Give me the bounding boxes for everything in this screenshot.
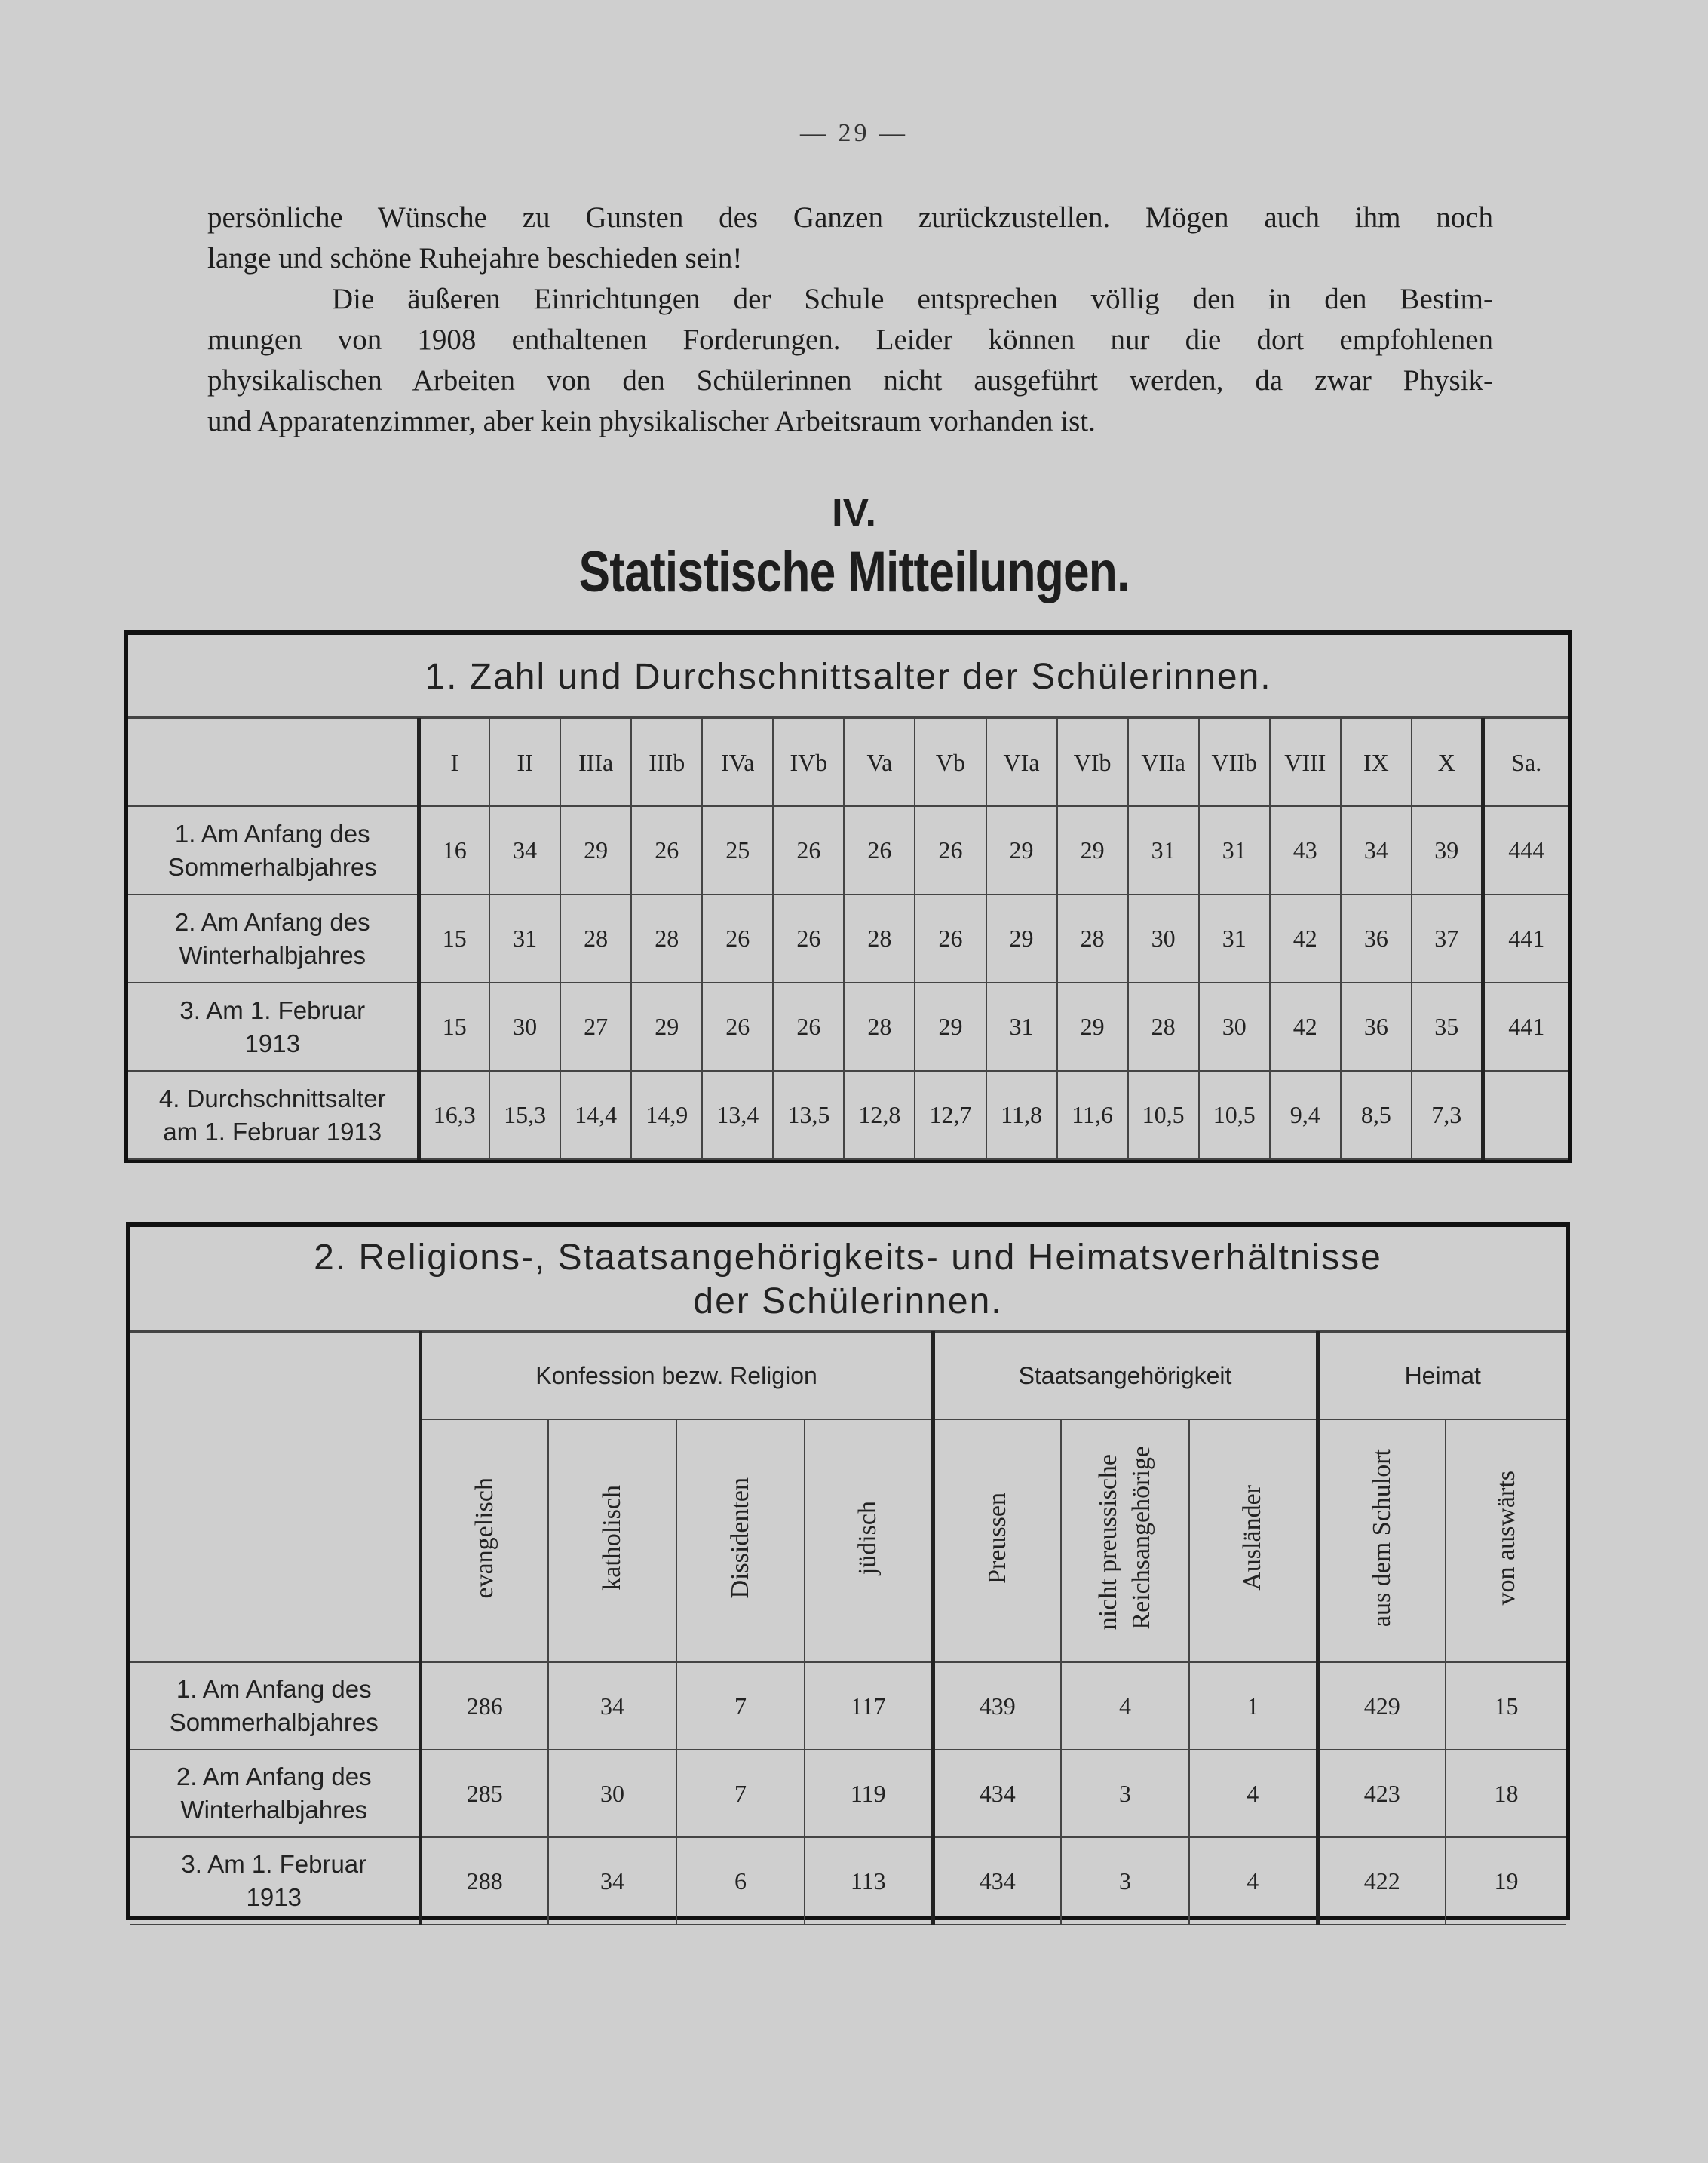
subcolumn-header: nicht preussische Reichsangehörige — [1061, 1419, 1189, 1662]
table-cell: 34 — [1341, 806, 1412, 894]
subcolumn-header: von auswärts — [1446, 1419, 1566, 1662]
table-cell: 423 — [1317, 1750, 1446, 1837]
table-cell: 119 — [805, 1750, 933, 1837]
row-label — [128, 983, 419, 1071]
table-cell: 26 — [702, 983, 773, 1071]
table-cell: 4 — [1189, 1750, 1317, 1837]
column-header: II — [489, 719, 560, 806]
table-cell: 7,3 — [1412, 1071, 1483, 1159]
table-cell: 42 — [1270, 983, 1341, 1071]
table-cell: 31 — [1128, 806, 1199, 894]
table-row — [128, 983, 1568, 1071]
row-label-line: 3. Am 1. Februar — [179, 996, 366, 1024]
table-cell: 28 — [1128, 983, 1199, 1071]
subcolumn-header: Ausländer — [1189, 1419, 1317, 1662]
row-label-line: 1. Am Anfang des — [176, 1675, 372, 1703]
column-header: X — [1412, 719, 1483, 806]
table-cell: 28 — [631, 894, 702, 983]
table-cell: 12,7 — [915, 1071, 986, 1159]
subcolumn-header: evangelisch — [420, 1419, 548, 1662]
subcolumn-header: Preussen — [933, 1419, 1061, 1662]
table-cell: 18 — [1446, 1750, 1566, 1837]
column-header: IVb — [773, 719, 844, 806]
paragraph-1 — [207, 198, 1493, 279]
row-label-line: Sommerhalbjahres — [167, 852, 377, 881]
row-label-line: 2. Am Anfang des — [174, 907, 370, 936]
table-cell: 28 — [560, 894, 631, 983]
table-cell: 1 — [1189, 1662, 1317, 1750]
table-2-caption — [130, 1227, 1566, 1331]
table-cell: 15,3 — [489, 1071, 560, 1159]
column-header: Va — [844, 719, 915, 806]
column-header: VIa — [986, 719, 1057, 806]
table-row — [130, 1662, 1566, 1750]
table-cell: 12,8 — [844, 1071, 915, 1159]
table-cell: 285 — [420, 1750, 548, 1837]
table-cell: 36 — [1341, 983, 1412, 1071]
table-cell: 30 — [1128, 894, 1199, 983]
column-header: Vb — [915, 719, 986, 806]
table-cell: 26 — [915, 806, 986, 894]
table-cell: 14,9 — [631, 1071, 702, 1159]
table-1 — [124, 630, 1572, 1163]
table-cell: 26 — [702, 894, 773, 983]
row-label — [128, 806, 419, 894]
table-cell: 434 — [933, 1837, 1061, 1925]
table-cell: 34 — [489, 806, 560, 894]
table-cell: 16 — [419, 806, 489, 894]
column-header: VIIb — [1199, 719, 1270, 806]
table-cell: 14,4 — [560, 1071, 631, 1159]
table-cell: 26 — [773, 894, 844, 983]
table-cell: 28 — [844, 983, 915, 1071]
table-cell: 27 — [560, 983, 631, 1071]
table-row — [130, 1837, 1566, 1925]
table-cell: 28 — [844, 894, 915, 983]
row-label-line: 1913 — [246, 1883, 302, 1911]
row-label-line: Winterhalbjahres — [179, 940, 366, 969]
table-cell: 288 — [420, 1837, 548, 1925]
header-corner — [128, 719, 419, 806]
group-header-staatsangehoerigkeit: Staatsangehörigkeit — [933, 1332, 1317, 1419]
table-row — [128, 1071, 1568, 1159]
table-cell: 26 — [773, 806, 844, 894]
table-cell: 11,6 — [1057, 1071, 1128, 1159]
row-label-line: 1913 — [244, 1029, 300, 1057]
table-cell: 434 — [933, 1750, 1061, 1837]
column-header: IX — [1341, 719, 1412, 806]
table-cell: 29 — [986, 806, 1057, 894]
table-cell: 113 — [805, 1837, 933, 1925]
row-label-line: 2. Am Anfang des — [176, 1763, 372, 1790]
table-cell: 19 — [1446, 1837, 1566, 1925]
table-cell: 422 — [1317, 1837, 1446, 1925]
table-cell: 37 — [1412, 894, 1483, 983]
table-cell: 31 — [1199, 894, 1270, 983]
table-cell: 29 — [1057, 806, 1128, 894]
table-cell: 35 — [1412, 983, 1483, 1071]
table-cell: 31 — [489, 894, 560, 983]
row-label-line: Sommerhalbjahres — [169, 1708, 379, 1736]
table-cell: 286 — [420, 1662, 548, 1750]
table-cell: 42 — [1270, 894, 1341, 983]
section-number: IV. — [832, 491, 876, 535]
table-cell: 26 — [844, 806, 915, 894]
table-cell: 6 — [676, 1837, 805, 1925]
table-cell: 444 — [1483, 806, 1568, 894]
subcolumn-header: aus dem Schulort — [1317, 1419, 1446, 1662]
table-cell: 10,5 — [1199, 1071, 1270, 1159]
table-cell: 29 — [1057, 983, 1128, 1071]
paragraph-line: lange und schöne Ruhejahre beschieden sein! — [207, 242, 743, 275]
table-cell: 29 — [560, 806, 631, 894]
table-cell: 3 — [1061, 1837, 1189, 1925]
table-cell: 4 — [1061, 1662, 1189, 1750]
table-cell: 13,4 — [702, 1071, 773, 1159]
table-cell: 34 — [548, 1837, 676, 1925]
table-cell: 29 — [986, 894, 1057, 983]
caption-line: der Schülerinnen. — [693, 1281, 1003, 1321]
subcolumn-header: jüdisch — [805, 1419, 933, 1662]
table-cell: 8,5 — [1341, 1071, 1412, 1159]
table-header-row — [128, 719, 1568, 806]
table-cell: 7 — [676, 1750, 805, 1837]
header-corner — [130, 1332, 420, 1662]
group-header-konfession: Konfession bezw. Religion — [420, 1332, 933, 1419]
table-cell: 25 — [702, 806, 773, 894]
row-label — [130, 1662, 420, 1750]
row-label-line: 1. Am Anfang des — [174, 819, 370, 848]
table-2-grid — [130, 1331, 1566, 1925]
table-cell: 26 — [631, 806, 702, 894]
group-header-heimat: Heimat — [1317, 1332, 1566, 1419]
paragraph-line: physikalischen Arbeiten von den Schülerinnen nicht ausgeführt werden, da zwar Physik- — [207, 364, 1493, 397]
table-cell: 26 — [773, 983, 844, 1071]
column-header: I — [419, 719, 489, 806]
table-cell: 441 — [1483, 983, 1568, 1071]
column-header: IIIa — [560, 719, 631, 806]
paragraph-line: und Apparatenzimmer, aber kein physikalischer Arbeitsraum vorhanden ist. — [207, 405, 1096, 437]
table-cell: 30 — [489, 983, 560, 1071]
subcolumn-header: katholisch — [548, 1419, 676, 1662]
table-1-caption: 1. Zahl und Durchschnittsalter der Schülerinnen. — [128, 635, 1568, 718]
table-cell: 3 — [1061, 1750, 1189, 1837]
column-header: IVa — [702, 719, 773, 806]
table-cell: 34 — [548, 1662, 676, 1750]
table-cell: 439 — [933, 1662, 1061, 1750]
table-1-grid — [128, 718, 1568, 1160]
table-cell: 15 — [1446, 1662, 1566, 1750]
paragraph-line: persönliche Wünsche zu Gunsten des Ganzen zurückzustellen. Mögen auch ihm noch — [207, 201, 1493, 234]
table-cell: 31 — [1199, 806, 1270, 894]
table-cell: 30 — [1199, 983, 1270, 1071]
table-cell: 31 — [986, 983, 1057, 1071]
column-header: VIb — [1057, 719, 1128, 806]
table-cell: 16,3 — [419, 1071, 489, 1159]
table-cell: 30 — [548, 1750, 676, 1837]
table-cell: 11,8 — [986, 1071, 1057, 1159]
row-label-line: am 1. Februar 1913 — [163, 1117, 382, 1146]
table-cell: 9,4 — [1270, 1071, 1341, 1159]
table-cell: 36 — [1341, 894, 1412, 983]
row-label-line: 3. Am 1. Februar — [181, 1850, 367, 1878]
caption-line: 2. Religions-, Staatsangehörigkeits- und Heimatsverhältnisse — [314, 1238, 1382, 1278]
column-header: VIII — [1270, 719, 1341, 806]
table-cell: 29 — [915, 983, 986, 1071]
table-row — [128, 894, 1568, 983]
column-header: Sa. — [1483, 719, 1568, 806]
row-label — [128, 1071, 419, 1159]
table-cell: 26 — [915, 894, 986, 983]
table-row — [130, 1750, 1566, 1837]
table-cell: 13,5 — [773, 1071, 844, 1159]
row-label — [130, 1750, 420, 1837]
subcolumn-header: Dissidenten — [676, 1419, 805, 1662]
row-label — [128, 894, 419, 983]
table-cell: 15 — [419, 983, 489, 1071]
table-cell: 10,5 — [1128, 1071, 1199, 1159]
row-label-line: 4. Durchschnittsalter — [158, 1084, 386, 1112]
table-row — [128, 806, 1568, 894]
paragraph-line: mungen von 1908 enthaltenen Forderungen. Leider können nur die dort empfohlenen — [207, 324, 1493, 356]
table-cell: 28 — [1057, 894, 1128, 983]
row-label-line: Winterhalbjahres — [180, 1796, 368, 1824]
paragraph-line: Die äußeren Einrichtungen der Schule entsprechen völlig den in den Bestim- — [332, 283, 1493, 315]
column-header: IIIb — [631, 719, 702, 806]
group-header-row — [130, 1332, 1566, 1419]
table-cell: 39 — [1412, 806, 1483, 894]
table-cell: 15 — [419, 894, 489, 983]
table-cell: 43 — [1270, 806, 1341, 894]
column-header: VIIa — [1128, 719, 1199, 806]
table-cell: 117 — [805, 1662, 933, 1750]
section-title: Statistische Mitteilungen. — [578, 540, 1130, 604]
table-2 — [126, 1222, 1570, 1920]
row-label — [130, 1837, 420, 1925]
table-cell — [1483, 1071, 1568, 1159]
page-number: — 29 — — [800, 119, 908, 147]
table-cell: 4 — [1189, 1837, 1317, 1925]
table-cell: 7 — [676, 1662, 805, 1750]
paragraph-2 — [207, 279, 1493, 442]
table-cell: 429 — [1317, 1662, 1446, 1750]
table-cell: 29 — [631, 983, 702, 1071]
table-cell: 441 — [1483, 894, 1568, 983]
